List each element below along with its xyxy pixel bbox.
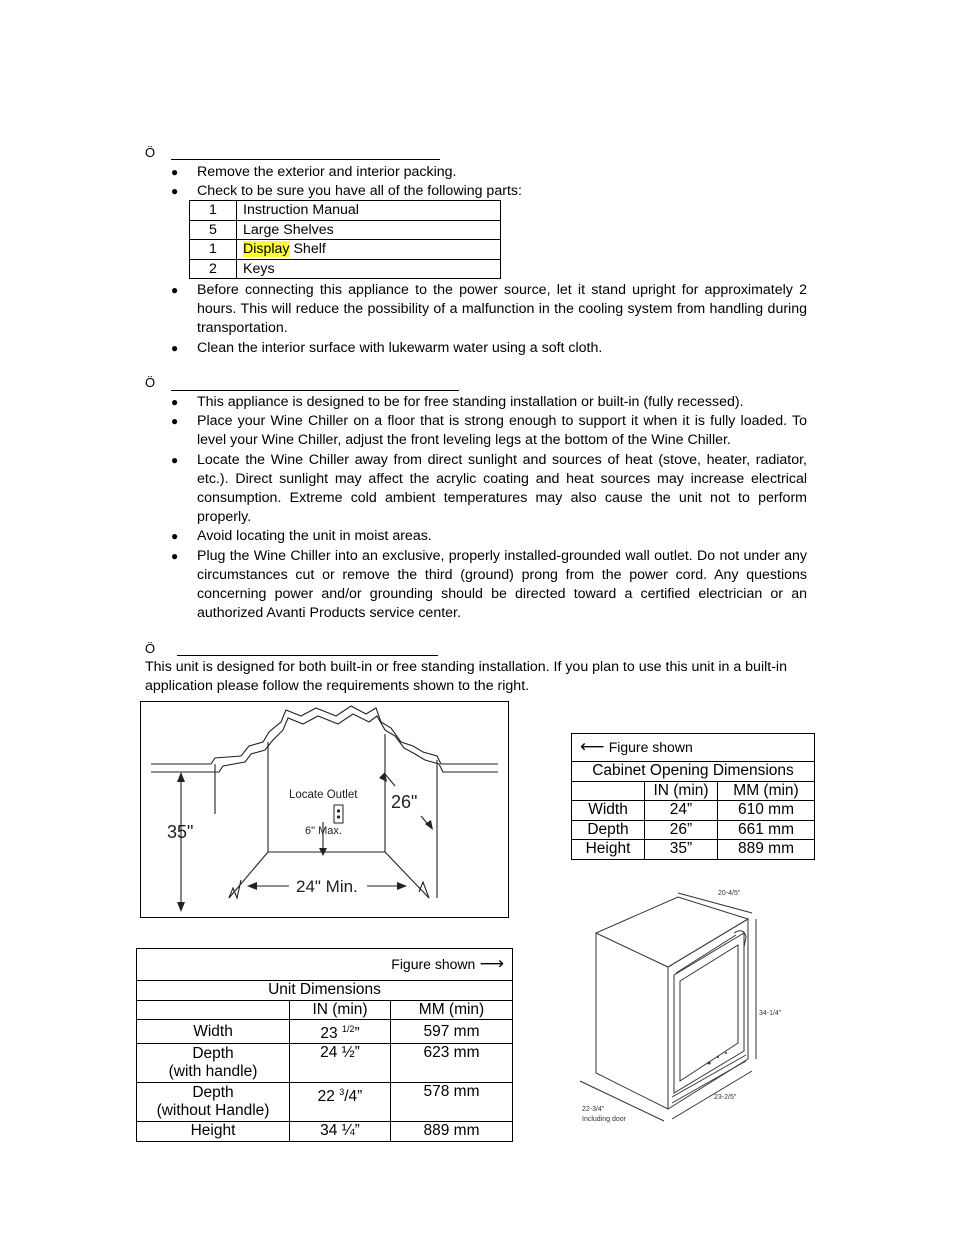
cabinet-opening-figure [140, 701, 509, 918]
table-row: Width 24” 610 mm [572, 801, 815, 821]
arrow-right-icon: ⟶ [479, 954, 504, 973]
depth-26-label: 26" [391, 792, 418, 812]
list-item: ● Plug the Wine Chiller into an exclusive, properly installed-grounded wall outlet. Do not under any circumstances cut or remove the third (ground) prong from the power cord. Any questions concerning power and/or grounding should be directed toward a certified electrician or an authorized Avanti Products service center. [171, 547, 807, 622]
table-row: IN (min) MM (min) [137, 1000, 513, 1020]
unpacking-list-top [145, 163, 807, 201]
list-item: ● Place your Wine Chiller on a floor that is strong enough to support it when it is fully loaded. To level your Wine Chiller, adjust the front leveling legs at the bottom of the Wine Chiller. [171, 413, 807, 449]
table-row: IN (min) MM (min) [572, 781, 815, 801]
table-row: 1 Display Shelf [190, 240, 501, 260]
table-row: 5 Large Shelves [190, 220, 501, 240]
height-label: 34-1/4" [759, 1010, 782, 1017]
table-row: Height 35” 889 mm [572, 840, 815, 860]
table-title: Unit Dimensions [137, 981, 513, 1001]
list-item: ● Clean the interior surface with lukewarm water using a soft cloth. [171, 339, 603, 356]
table-row: ⟵ Figure shown [572, 734, 815, 762]
list-item: ● Before connecting this appliance to the power source, let it stand upright for approximately 2 hours. This will reduce the possibility of a malfunction in the cooling system from handling during transportation. [171, 282, 807, 337]
unpacking-list-bottom [145, 281, 807, 358]
height-35-label: 35" [167, 822, 194, 842]
built-in-paragraph: This unit is designed for both built-in or free standing installation. If you plan to use this unit in a built-in application please follow the requirements shown to the right. [145, 659, 787, 695]
depth-note-label: Including door [582, 1116, 626, 1123]
table-row: Depth (with handle) 24 ½” 623 mm [137, 1044, 513, 1083]
installation-list [145, 393, 807, 623]
table-row: Figure shown ⟶ [137, 949, 513, 981]
table-row [572, 762, 815, 782]
table-title: Cabinet Opening Dimensions [572, 762, 815, 782]
section-heading-line [171, 159, 440, 160]
cabinet-dimensions-table [571, 733, 815, 860]
top-depth-label: 20-4/5" [718, 890, 741, 897]
section-marker: Ö [145, 641, 156, 656]
highlighted-text: Display [243, 241, 290, 258]
list-item: ● This appliance is designed to be for free standing installation or built-in (fully recessed). [171, 394, 744, 410]
table-row [137, 981, 513, 1001]
list-item: ● Avoid locating the unit in moist areas. [171, 528, 432, 545]
table-row: 1 Instruction Manual [190, 201, 501, 221]
six-max-label: 6" Max. [305, 825, 342, 837]
table-row: 2 Keys [190, 259, 501, 279]
section-heading-line [171, 390, 459, 391]
table-row: Height 34 ¼” 889 mm [137, 1122, 513, 1142]
section-heading-line [177, 655, 438, 656]
list-item: ● Locate the Wine Chiller away from direct sunlight and sources of heat (stove, heater, radiator, etc.). Direct sunlight may affect the acrylic coating and heat sources may increase electrical consumption. Extreme cold ambient temperatures may also cause the unit not to perform properly. [171, 451, 807, 526]
section-marker: Ö [145, 145, 156, 160]
arrow-left-icon: ⟵ [580, 737, 605, 756]
table-row: Depth (without Handle) 22 $^3$/4” 578 mm [137, 1083, 513, 1122]
section-marker: Ö [145, 375, 156, 390]
cabinet-opening-drawing [141, 702, 508, 917]
wine-chiller-drawing [568, 875, 798, 1135]
list-item: ● Check to be sure you have all of the following parts: [171, 183, 522, 200]
width-label: 23-2/5" [714, 1094, 737, 1101]
unit-dimensions-table [136, 948, 513, 1142]
locate-outlet-label: Locate Outlet [289, 789, 358, 801]
parts-table [189, 200, 501, 279]
depth-label: 22-3/4" [582, 1106, 605, 1113]
table-row: Width 23 $^{1/2}$” 597 mm [137, 1020, 513, 1044]
table-row: Depth 26” 661 mm [572, 820, 815, 840]
list-item: ● Remove the exterior and interior packing. [171, 164, 457, 180]
width-24-label: 24" Min. [296, 877, 358, 896]
